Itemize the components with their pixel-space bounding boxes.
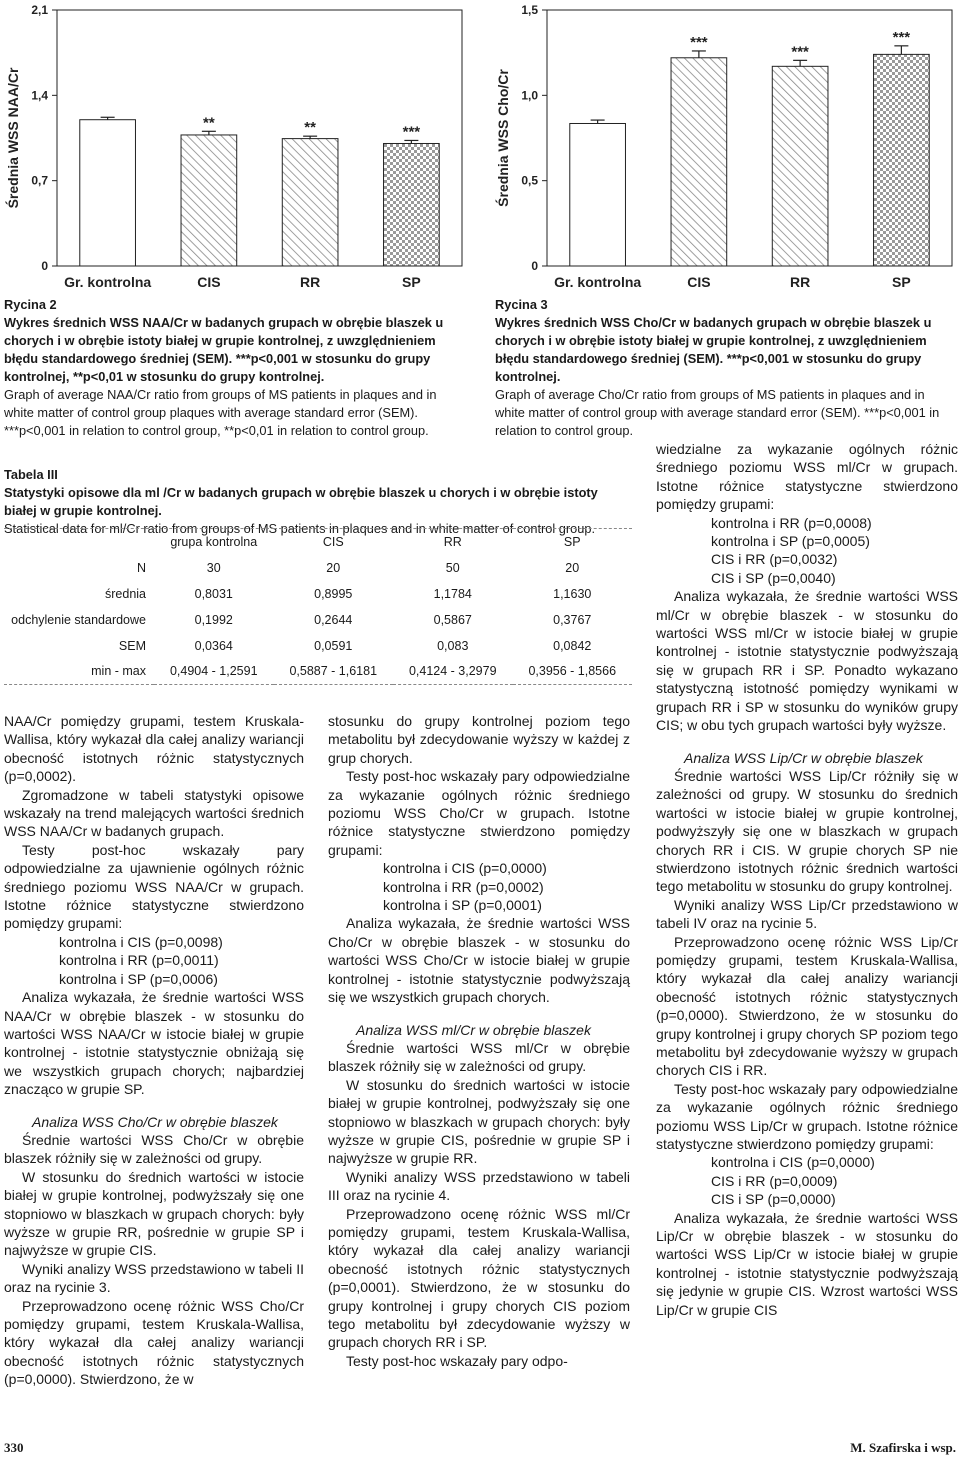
bar <box>384 143 440 266</box>
table-3 <box>4 528 632 685</box>
figure-3-label: Rycina 3 <box>495 297 548 312</box>
table-cell: 20 <box>326 560 341 575</box>
paragraph: Analiza wykazała, że średnie wartości WSS ml/Cr w obrębie blaszek - w stosunku do wartości WSS ml/Cr w istocie białej w grupie kontrolnej - istotnie statystycznie podwyższają się w grupach RR i SP. Ponadto wykazano statystyczną istotność pomiędzy wynikami w grupach RR i SP w stosunku do wyników grupy CIS; w obu tych grupach wartości były wyższe. <box>656 588 958 734</box>
table-cell: 0,083 <box>437 638 469 653</box>
table-3-title-en: Statistical data for ml/Cr ratio from groups of MS patients in plaques and in white matter of control group. <box>4 521 596 536</box>
y-tick-label: 0 <box>531 259 538 273</box>
paragraph: Testy post-hoc wskazały pary odpo- <box>346 1352 568 1369</box>
y-tick-label: 2,1 <box>31 3 48 17</box>
result-pair: kontrolna i SP (p=0,0006) <box>59 970 218 987</box>
table-cell: 0,5887 - 1,6181 <box>289 664 378 679</box>
table-cell: średnia <box>105 586 146 601</box>
paragraph: Zgromadzone w tabeli statystyki opisowe wskazały na trend malejących wartości średnich WSS NAA/Cr w badanych grupach. <box>4 786 304 840</box>
figure-2-label: Rycina 2 <box>4 297 57 312</box>
y-tick-label: 1,0 <box>521 88 538 103</box>
y-tick-label: 1,5 <box>521 3 538 17</box>
paragraph: wiedzialne za wykazanie ogólnych różnic średniego poziomu WSS ml/Cr w grupach. Istotne różnice statystyczne stwierdzono pomiędzy grupami: <box>656 441 958 513</box>
paragraph: Wyniki analizy WSS przedstawiono w tabeli II oraz na rycinie 3. <box>4 1260 304 1296</box>
table-cell: 0,3767 <box>553 612 592 627</box>
table-cell: 0,2644 <box>314 612 353 627</box>
figure-2-caption <box>4 296 466 440</box>
paragraph: Wyniki analizy WSS Lip/Cr przedstawiono w tabeli IV oraz na rycinie 5. <box>656 896 958 932</box>
figure-3-caption <box>495 296 957 440</box>
result-pair: kontrolna i SP (p=0,0001) <box>383 897 542 914</box>
y-tick-label: 0,7 <box>31 173 48 188</box>
x-tick-label: RR <box>790 274 811 290</box>
bar <box>874 54 930 266</box>
paragraph: Średnie wartości WSS Cho/Cr w obrębie blaszek różniły się w zależności od grupy. <box>4 1131 304 1167</box>
figure-2-svg <box>0 0 470 295</box>
result-pair: kontrolna i RR (p=0,0011) <box>59 952 219 969</box>
table-header-cell <box>4 529 154 555</box>
x-tick-label: Gr. kontrolna <box>554 274 642 290</box>
figure-3-caption-pl: Wykres średnich WSS Cho/Cr w badanych grupach w obrębie blaszek u chorych i w obrębie istoty białej w grupie kontrolnej, z uwzględnieniem błędu standardowego średniej (SEM). ***p<0,001 w stosunku do grupy kontrolnej. <box>495 315 932 384</box>
significance-marker: ** <box>203 114 215 132</box>
paragraph: Analiza wykazała, że średnie wartości WSS Lip/Cr w obrębie blaszek - w stosunku do wartości WSS Lip/Cr w istocie białej w grupie kontrolnej - istotnie statystycznie podwyższają się jedynie w grupie CIS. Wzrost wartości WSS Lip/Cr w grupie CIS <box>656 1209 958 1318</box>
paragraph: Testy post-hoc wskazały pary odpowiedzialne za wykazanie ogólnych różnic średniego poziomu WSS Cho/Cr w grupach. Istotne różnice statystyczne stwierdzono pomiędzy grupami: <box>328 768 630 858</box>
bar <box>570 123 626 266</box>
page-number: 330 <box>4 1440 24 1455</box>
result-pair: kontrolna i CIS (p=0,0098) <box>59 933 223 950</box>
text-column-middle <box>328 712 630 1370</box>
running-author: M. Szafirska i wsp. <box>850 1440 956 1455</box>
x-tick-label: SP <box>892 274 911 290</box>
x-tick-label: CIS <box>687 274 711 290</box>
paragraph: NAA/Cr pomiędzy grupami, testem Kruskala-Wallisa, który wykazał dla całej analizy wariancji obecność istotnych różnic statystycznych (p=0,0002). <box>4 713 304 785</box>
table-cell: min - max <box>91 664 146 679</box>
table-row <box>4 581 632 607</box>
table-3-label: Tabela III <box>4 467 58 482</box>
significance-marker: ** <box>304 119 316 137</box>
table-cell: 20 <box>565 560 580 575</box>
paragraph: Średnie wartości WSS Lip/Cr różniły się w zależności od grupy. W stosunku do średnich wartości w istocie białej w grupie kontrolnej, podwyższyły się one w blaszkach w grupach chorych RR i CIS. W grupie chorych SP nie stwierdzono istotnych różnic średnich wartości tego metabolitu w stosunku do grupy kontrolnej. <box>656 767 958 895</box>
figure-2-caption-pl: Wykres średnich WSS NAA/Cr w badanych grupach w obrębie blaszek u chorych i w obrębie istoty białej w grupie kontrolnej, z uwzględnieniem błędu standardowego średniej (SEM). ***p<0,001 w stosunku do grupy kontrolnej, **p<0,01 w stosunku do grupy kontrolnej. <box>4 315 444 384</box>
result-pair: kontrolna i SP (p=0,0005) <box>711 533 870 550</box>
result-pair: kontrolna i CIS (p=0,0000) <box>383 860 547 877</box>
figure-3-svg <box>490 0 960 295</box>
table-cell: 1,1784 <box>433 586 472 601</box>
paragraph: Przeprowadzono ocenę różnic WSS Cho/Cr pomiędzy grupami, testem Kruskala-Wallisa, który wykazał dla całej analizy wariancji obecność istotnych różnic statystycznych (p=0,0000). Stwierdzono, że w <box>4 1297 304 1388</box>
x-tick-label: SP <box>402 274 421 290</box>
result-pair: CIS i RR (p=0,0009) <box>711 1172 838 1189</box>
figure-3-chart <box>490 0 960 295</box>
table-cell: 0,0842 <box>553 638 592 653</box>
table-header-cell: RR <box>443 534 462 549</box>
significance-marker: *** <box>402 123 421 141</box>
figure-2-chart <box>0 0 470 295</box>
table-cell: N <box>136 560 146 575</box>
section-heading: Analiza WSS Lip/Cr w obrębie blaszek <box>684 749 923 766</box>
table-cell: 0,0591 <box>314 638 353 653</box>
bar <box>181 135 237 266</box>
section-heading: Analiza WSS ml/Cr w obrębie blaszek <box>356 1021 591 1038</box>
paragraph: Przeprowadzono ocenę różnic WSS Lip/Cr pomiędzy grupami, testem Kruskala-Wallisa, który wykazał dla całej analizy wariancji obecność istotnych różnic statystycznych (p=0,0000). Stwierdzono, że w stosunku do grupy kontrolnej i grupy chorych SP poziom tego metabolitu był zdecydowanie wyższy w grupach chorych CIS i RR. <box>656 933 958 1079</box>
significance-marker: *** <box>791 43 809 61</box>
bar <box>772 66 828 266</box>
paragraph: Testy post-hoc wskazały pary odpowiedzialne za ujawnienie ogólnych różnic średniego poziomu WSS NAA/Cr w grupach. Istotne różnice statystyczne stwierdzono pomiędzy grupami: <box>4 841 304 932</box>
table-header-cell: SP <box>563 534 581 549</box>
paragraph: stosunku do grupy kontrolnej poziom tego metabolitu był zdecydowanie wyższy w każdej z grup chorych. <box>328 713 630 766</box>
result-pair: CIS i RR (p=0,0032) <box>711 551 838 568</box>
table-cell: 0,5867 <box>433 612 472 627</box>
table-cell: odchylenie standardowe <box>11 612 146 627</box>
y-tick-label: 0 <box>41 259 48 273</box>
paragraph: Analiza wykazała, że średnie wartości WSS NAA/Cr w obrębie blaszek - w stosunku do wartości WSS NAA/Cr w istocie białej w grupie kontrolnej - istotnie statystycznie obniżają się we wszystkich grupach chorych; najbardziej znacząco w grupie SP. <box>4 989 304 1098</box>
figure-2-caption-en: Graph of average NAA/Cr ratio from groups of MS patients in plaques and in white matter of control group plaques with average standard error (SEM). ***p<0,001 in relation to control group, **p<0,01 in relation to control group. <box>4 387 437 438</box>
text-column-right <box>656 440 958 1319</box>
result-pair: CIS i SP (p=0,0000) <box>711 1191 836 1208</box>
bar <box>282 139 338 266</box>
paragraph: Analiza wykazała, że średnie wartości WSS Cho/Cr w obrębie blaszek - w stosunku do wartości WSS Cho/Cr w istocie białej w grupie kontrolnej - istotnie statystycznie podwyższają się we wszystkich grupach chorych. <box>328 915 630 1006</box>
table-header-row <box>4 529 632 555</box>
figure-3-caption-en: Graph of average Cho/Cr ratio from groups of MS patients in plaques and in white matter of control group with average standard error (SEM). ***p<0,001 in relation to control group. <box>495 387 940 438</box>
result-pair: kontrolna i RR (p=0,0002) <box>383 878 544 895</box>
table-cell: 0,8995 <box>314 586 353 601</box>
significance-marker: *** <box>892 28 911 46</box>
table-cell: 30 <box>206 560 221 575</box>
bar <box>80 120 136 266</box>
table-cell: 1,1630 <box>553 586 592 601</box>
y-axis-label: Średnia WSS NAA/Cr <box>5 67 21 209</box>
table-3-title-pl: Statystyki opisowe dla ml /Cr w badanych grupach w obrębie blaszek u chorych i w obrębie istoty białej w grupie kontrolnej. <box>4 485 598 518</box>
result-pair: kontrolna i CIS (p=0,0000) <box>711 1154 875 1171</box>
table-cell: 0,0364 <box>194 638 233 653</box>
y-tick-label: 0,5 <box>521 173 538 188</box>
y-axis-label: Średnia WSS Cho/Cr <box>495 69 511 207</box>
paragraph: Średnie wartości WSS ml/Cr w obrębie blaszek różniły się w zależności od grupy. <box>328 1039 630 1075</box>
x-tick-label: RR <box>300 274 321 290</box>
significance-marker: *** <box>690 33 708 51</box>
table-cell: 0,1992 <box>194 612 233 627</box>
table-header-cell: CIS <box>322 534 344 549</box>
paragraph: Testy post-hoc wskazały pary odpowiedzialne za wykazanie ogólnych różnic średniego poziomu WSS Lip/Cr w grupach. Istotne różnice statystyczne stwierdzono pomiędzy grupami: <box>656 1080 958 1153</box>
result-pair: kontrolna i RR (p=0,0008) <box>711 514 872 531</box>
section-heading: Analiza WSS Cho/Cr w obrębie blaszek <box>32 1113 278 1130</box>
table-row <box>4 633 632 659</box>
paragraph: Wyniki analizy WSS przedstawiono w tabeli III oraz na rycinie 4. <box>328 1168 630 1204</box>
text-column-left <box>4 712 304 1389</box>
table-row <box>4 607 632 633</box>
bar <box>671 58 727 266</box>
table-cell: SEM <box>118 638 146 653</box>
y-tick-label: 1,4 <box>31 88 48 103</box>
table-cell: 0,4904 - 1,2591 <box>169 664 258 679</box>
table-cell: 0,3956 - 1,8566 <box>528 664 617 679</box>
paragraph: W stosunku do średnich wartości w istocie białej w grupie kontrolnej, podwyższały się one stopniowo w blaszkach w grupach chorych: były wyższe w grupie RR, pośrednie w grupie SP i najwyższe w grupie CIS. <box>4 1168 304 1259</box>
paragraph: Przeprowadzono ocenę różnic WSS ml/Cr pomiędzy grupami, testem Kruskala-Wallisa, który wykazał dla całej analizy wariancji obecność istotnych różnic statystycznych (p=0,0001). Stwierdzono, że w stosunku do grupy kontrolnej i grupy chorych CIS poziom tego metabolitu był zdecydowanie wyższy w grupach chorych RR i SP. <box>328 1205 630 1351</box>
table-header-cell: grupa kontrolna <box>170 534 258 549</box>
paragraph: W stosunku do średnich wartości w istocie białej w grupie kontrolnej, podwyższały się one stopniowo w blaszkach w grupach chorych: były wyższe w grupie CIS, pośrednie w grupie SP i najwyższe w grupie RR. <box>328 1076 630 1167</box>
x-tick-label: Gr. kontrolna <box>64 274 152 290</box>
table-row <box>4 555 632 581</box>
result-pair: CIS i SP (p=0,0040) <box>711 569 836 586</box>
table-cell: 50 <box>445 560 460 575</box>
table-cell: 0,4124 - 3,2979 <box>408 664 497 679</box>
table-cell: 0,8031 <box>194 586 233 601</box>
table-row <box>4 659 632 685</box>
x-tick-label: CIS <box>197 274 221 290</box>
